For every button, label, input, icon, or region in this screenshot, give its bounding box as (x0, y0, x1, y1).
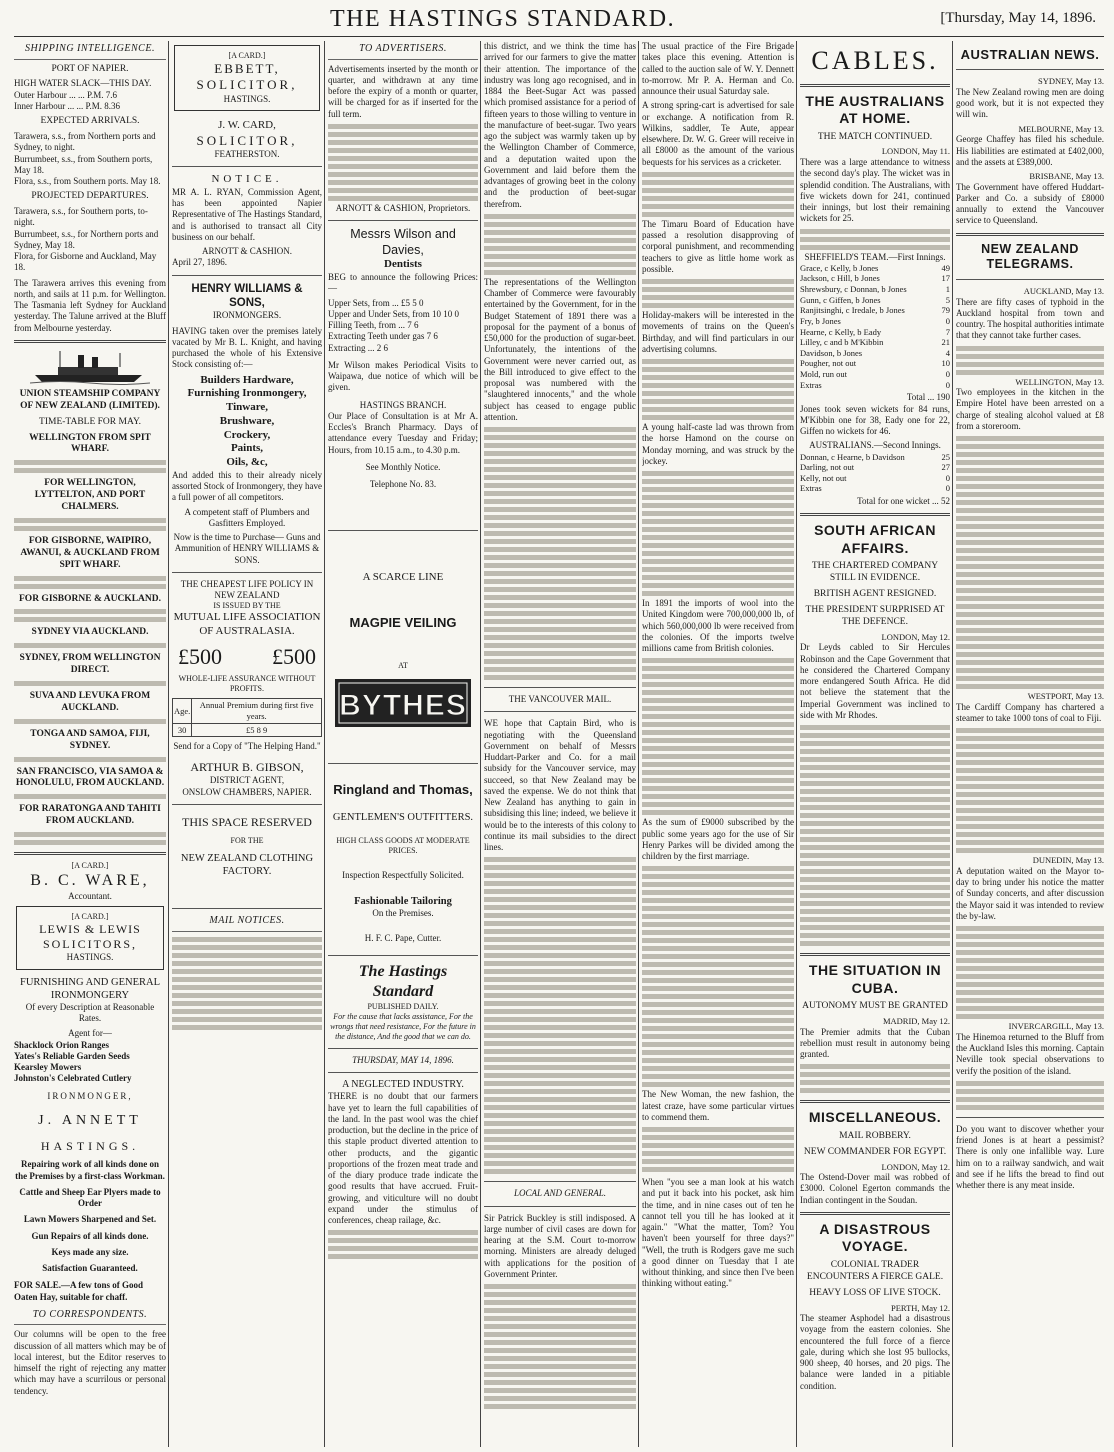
column-6 (800, 41, 950, 1447)
batsman-runs: 17 (941, 273, 950, 284)
local-body: Sir Patrick Buckley is still indisposed. A large number of civil cases are down for hearing at the S.M. Court to-morrow morning. Ministers are already deluged with applications for the position of Government Printer. (484, 1212, 636, 1279)
local-item: A strong spring-cart is advertised for sale or exchange. A notification from R. Wilkins, saddler, Te Aute, appear elsewhere. Dr. W. G. Greer will receive in all £8000 as the amount of the various bequests for his services as a cricketer. (642, 100, 794, 167)
batsman-runs: 49 (941, 262, 950, 273)
outer-harbour: Outer Harbour ... ... P.M. 7.6 (14, 89, 117, 100)
dateline: WELLINGTON, May 13. (1015, 376, 1104, 387)
mla-premium-label: Annual Premium during first five years. (192, 699, 322, 723)
batsman-name: Grace, c Kelly, b Jones (800, 262, 879, 273)
column-4 (484, 41, 636, 1447)
score-row (800, 263, 950, 274)
annett-town: HASTINGS. (40, 1139, 140, 1154)
route-heading: TONGA AND SAMOA, FIJI, SYDNEY. (30, 728, 150, 751)
aus-dateline: LONDON, May 11. (881, 146, 950, 157)
score-row (800, 295, 950, 306)
mla-heading: THE CHEAPEST LIFE POLICY IN NEW ZEALAND (180, 578, 314, 600)
route-heading: SUVA AND LEVUKA FROM AUCKLAND. (29, 691, 151, 713)
score-list-second (800, 452, 950, 495)
route-heading: WELLINGTON FROM SPIT WHARF. (29, 432, 151, 455)
score-row (800, 327, 950, 338)
batsman-name: Shrewsbury, c Donnan, b Jones (800, 284, 907, 294)
agent-item: Johnston's Celebrated Cutlery (14, 1073, 132, 1084)
news-body: The Hinemoa returned to the Bluff from the Auckland Isles this morning. Captain Neville took special observations to verify the position of the island. (956, 1031, 1104, 1076)
voyage-body: The steamer Asphodel had a disastrous voyage from the eastern colonies. She encountered the full force of a fierce gale, during which she lost 95 bullocks, 900 sheep, 40 horses, and 20 pigs. The balance were landed in a pitiable condition. (800, 1313, 950, 1391)
mla-table (172, 698, 322, 737)
mla-send: Send for a Copy of "The Helping Hand." (173, 741, 321, 752)
card-label: [A CARD.] (71, 912, 109, 922)
score-row (800, 483, 950, 494)
column-1 (14, 41, 166, 1447)
score-row (800, 358, 950, 369)
columns (14, 36, 1104, 1447)
batsman-runs: 7 (945, 326, 950, 337)
dateline: DUNEDIN, May 13. (1032, 855, 1104, 866)
correspondents-heading: TO CORRESPONDENTS. (14, 1309, 166, 1326)
wd-wilson: Mr Wilson makes Periodical Visits to Waipawa, due notice of which will be given. (328, 359, 478, 393)
score-row (800, 369, 950, 380)
agent-item: Kearsley Mowers (14, 1062, 82, 1072)
dateline: SYDNEY, May 13. (1038, 76, 1104, 87)
news-body: Two employees in the kitchen in the Empire Hotel have been arrested on a charge of stealing alcohol valued at £8 from a storeroom. (956, 387, 1104, 431)
wd-body: BEG to announce the following Prices:— (328, 272, 478, 294)
aus-heading: THE AUSTRALIANS AT HOME. (805, 92, 945, 126)
batsman-name: Mold, run out (800, 369, 847, 379)
notice-body: MR A. L. RYAN, Commission Agent, has been appointed Napier Representative of The Hastings Standard, and is authorised to transact all City business on our behalf. (172, 186, 322, 242)
score-row (800, 452, 950, 463)
hw-name: HENRY WILLIAMS & SONS, (191, 282, 303, 309)
batsman-name: Extras (800, 379, 822, 390)
service-item: Gun Repairs of all kinds done. (31, 1230, 149, 1241)
advertisers-signature: ARNOTT & CASHION, Proprietors. (335, 202, 471, 213)
news-body: The Government have offered Huddart-Parker and Co. a subsidy of £8000 annually to extend the Vancouver service to Queensland. (956, 181, 1104, 226)
magpie-veiling: MAGPIE VEILING (349, 615, 457, 630)
score-row (800, 462, 950, 473)
route-heading: FOR RARATONGA AND TAHITI FROM AUCKLAND. (19, 804, 161, 827)
batsman-runs: 10 (941, 358, 950, 369)
local-heading: LOCAL AND GENERAL. (514, 1188, 606, 1199)
at-label: AT (398, 661, 408, 671)
aus-second-total: Total for one wicket ... 52 (857, 496, 950, 506)
column-3 (328, 41, 478, 1447)
service-item: Repairing work of all kinds done on the Premises by a first-class Workman. (15, 1159, 165, 1181)
agent-label: Agent for— (68, 1028, 112, 1039)
card-name: J. W. CARD, (218, 118, 276, 131)
misc-dateline: LONDON, May 12. (881, 1161, 950, 1172)
service-item: Lawn Mowers Sharpened and Set. (23, 1214, 157, 1225)
usc-name: UNION STEAMSHIP COMPANY OF NEW ZEALAND (LIMITED). (19, 388, 161, 411)
aus-team: SHEFFIELD'S TEAM.—First Innings. (804, 251, 946, 262)
column-5 (642, 41, 794, 1447)
notice-date: April 27, 1896. (172, 257, 227, 268)
score-row (800, 273, 950, 284)
ebbett-card (174, 45, 320, 111)
rt-sub: GENTLEMEN'S OUTFITTERS. (332, 811, 474, 823)
score-row (800, 348, 950, 359)
sa-body: Dr Leyds cabled to Sir Hercules Robinson and the Cape Government that he considered the Chartered Company more endangered South Africa. He did not believe the statement that the Imperial Government was inclined to side with Mr Rhodes. (800, 642, 950, 720)
newspaper-title: THE HASTINGS STANDARD. (330, 6, 676, 32)
batsman-name: Kelly, not out (800, 472, 847, 483)
mla-issued: IS ISSUED BY THE (213, 601, 281, 611)
local-item: In 1891 the imports of wool into the United Kingdom were 700,000,000 lb, of which 560,000,000 lb were received from the colonies. Of the imports twelve millions came from British colonies. (642, 598, 794, 653)
batsman-name: Hearne, c Kelly, b Eady (800, 326, 882, 337)
hw-body: HAVING taken over the premises lately vacated by Mr B. L. Knight, and having purchased the whole of his Extensive Stock consisting of:— (172, 325, 322, 370)
gibson-address: ONSLOW CHAMBERS, NAPIER. (182, 786, 312, 797)
issue-date: [Thursday, May 14, 1896. (940, 10, 1096, 26)
local-item: A young half-caste lad was thrown from the horse Hamond on the course on Monday morning, and was struck by the jockey. (642, 422, 794, 466)
dateline: MELBOURNE, May 13. (1018, 123, 1104, 134)
aus-sub: THE MATCH CONTINUED. (817, 131, 933, 142)
cuba-sub: AUTONOMY MUST BE GRANTED (802, 1001, 948, 1011)
news-body: There are fifty cases of typhoid in the Auckland hospital from town and country. The hospital authorities intimate that they cannot take further cases. (956, 296, 1104, 341)
high-water: HIGH WATER SLACK—THIS DAY. (14, 78, 152, 89)
sa-sub: THE CHARTERED COMPANY STILL IN EVIDENCE. (811, 561, 939, 584)
aus-body: There was a large attendance to witness the second day's play. The wicket was in splendid condition. The Australians, with five wickets down for 241, continued their innings, but lost their remaining wickets for 25. (800, 157, 950, 224)
batsman-name: Lilley, c and b M'Kibbin (800, 337, 884, 348)
branch-telephone: Telephone No. 83. (369, 479, 437, 489)
paper-daily: PUBLISHED DAILY. (367, 1001, 439, 1011)
voyage-sub: COLONIAL TRADER ENCOUNTERS A FIERCE GALE. (806, 1259, 944, 1282)
batsman-runs: 0 (945, 369, 950, 379)
port-heading: PORT OF NAPIER. (51, 63, 129, 74)
batsman-name: Fry, b Jones (800, 315, 841, 326)
aus-second-heading: AUSTRALIANS.—Second Innings. (809, 440, 941, 451)
agent-item: Yates's Reliable Garden Seeds (14, 1050, 130, 1061)
news-body: George Chaffey has filed his schedule. His liabilities are estimated at £402,000, and the assets at £389,000. (956, 134, 1104, 167)
shipping-heading: SHIPPING INTELLIGENCE. (14, 43, 166, 60)
scarce-line: A SCARCE LINE (362, 571, 444, 584)
batsman-name: Donnan, c Hearne, b Davidson (800, 451, 905, 462)
wd-sub: Dentists (384, 258, 422, 271)
bythes-logo (333, 677, 473, 729)
misc-heading: MISCELLANEOUS. (808, 1109, 942, 1126)
batsman-runs: 0 (945, 315, 950, 326)
batsman-name: Ranjitsinghi, c Iredale, b Jones (800, 305, 905, 316)
expected-item: Tarawera, s.s., from Northern ports and Sydney, to night. (14, 131, 156, 153)
ironmonger-label: IRONMONGER, (47, 1090, 133, 1101)
expected-item: Flora, s.s., from Southern ports. May 18. (14, 176, 161, 186)
news-body: Do you want to discover whether your friend Jones is at heart a pessimist? There is only one infallible way. Lure him on to a railway sandwich, and wait and see if he lifts the bread to find out whether there is any meat inside. (956, 1123, 1104, 1190)
wd-price: Filling Teeth, from ... 7 6 (328, 320, 419, 330)
mla-amounts (178, 643, 316, 671)
route-heading: SAN FRANCISCO, VIA SAMOA & HONOLULU, FROM AUCKLAND. (15, 766, 165, 789)
departure-item: Tarawera, s.s., for Southern ports, to-night. (14, 206, 148, 228)
batsman-runs: 5 (945, 294, 950, 305)
column-2 (172, 41, 322, 1447)
mla-premium: £5 8 9 (192, 723, 322, 737)
batsman-name: Extras (800, 483, 822, 494)
mla-amount-right: £500 (272, 643, 316, 669)
lewis-title: SOLICITORS, (42, 937, 138, 952)
batsman-runs: 0 (945, 379, 950, 390)
score-list (800, 263, 950, 391)
mla-name: MUTUAL LIFE ASSOCIATION OF AUSTRALASIA. (173, 611, 321, 637)
batsman-name: Pougher, not out (800, 358, 857, 369)
wd-price: Extracting ... 2 6 (328, 342, 388, 353)
paper-name: The Hastings Standard (358, 962, 448, 1000)
sa-dateline: LONDON, May 12. (881, 631, 950, 642)
news-body: A deputation waited on the Mayor to-day to bring under his notice the matter of Sunday concerts, and after discussion the Mayor said it was intended to review the by-law. (956, 865, 1104, 921)
ebbett-name: EBBETT, (214, 61, 280, 76)
wd-name: Messrs Wilson and Davies, (350, 227, 456, 257)
hw-guns: Now is the time to Purchase— Guns and Ammunition of HENRY WILLIAMS & SONS. (173, 532, 321, 565)
advertisers-body: Advertisements inserted by the month or quarter, and withdrawn at any time before the expiry of a month or quarter, will be charged for as if inserted for the full term. (328, 63, 478, 119)
hw-item: Tinware, (225, 401, 269, 413)
ware-title: Accountant. (68, 891, 112, 901)
vancouver-heading: THE VANCOUVER MAIL. (508, 694, 612, 704)
local-item: As the sum of £9000 subscribed by the public some years ago for the use of Sir Henry Parkes will be divided among the children by the first marriage. (642, 817, 794, 861)
usc-timetable: TIME-TABLE FOR MAY. (39, 416, 141, 427)
local-item: The Timaru Board of Education have passed a resolution disapproving of corporal punishment, and recommending teachers to give as little home work as possible. (642, 218, 794, 274)
dateline: INVERCARGILL, May 13. (1008, 1021, 1104, 1032)
route-heading: SYDNEY, FROM WELLINGTON DIRECT. (19, 653, 161, 676)
card-town: FEATHERSTON. (214, 148, 280, 159)
gibson-title: DISTRICT AGENT, (209, 775, 285, 786)
route-heading: FOR GISBORNE & AUCKLAND. (19, 593, 161, 604)
batsman-runs: 0 (945, 483, 950, 494)
neglected-heading: A NEGLECTED INDUSTRY. (342, 1078, 464, 1090)
dateline: WESTPORT, May 13. (1027, 691, 1104, 702)
local-item: When "you see a man look at his watch and put it back into his pocket, ask him the time, and in nine cases out of ten he cannot tell you till he has looked at it again." "What the matter, Tom? You haven't been yourself for three days?" "Well, the truth is Rodgers gave me such a good dinner on Tuesday that I ate without thinking, and since then I've been thinking without eating." (642, 1177, 794, 1289)
bythes-logo-text: BYTHES (339, 689, 467, 723)
sa-sub: BRITISH AGENT RESIGNED. (813, 589, 937, 599)
rt-inspect: Inspection Respectfully Solicited. (342, 869, 464, 880)
service-item: Keys made any size. (51, 1246, 129, 1257)
batsman-runs: 79 (941, 305, 950, 316)
batsman-runs: 25 (941, 451, 950, 462)
score-row (800, 316, 950, 327)
card-title: SOLICITOR, (196, 132, 298, 148)
reserved-heading: THIS SPACE RESERVED (182, 814, 312, 829)
batsman-name: Davidson, b Jones (800, 347, 863, 358)
for-sale: FOR SALE.—A few tons of Good Oaten Hay, suitable for chaff. (14, 1280, 144, 1302)
batsman-runs: 21 (941, 337, 950, 348)
local-item: Holiday-makers will be interested in the movements of trains on the Queen's Birthday, and will find particulars in our advertising columns. (642, 310, 794, 354)
annett-name: J. ANNETT (38, 1112, 142, 1128)
batsman-runs: 1 (945, 284, 950, 294)
mla-age-label: Age. (173, 699, 192, 723)
batsman-runs: 4 (945, 347, 950, 358)
reserved-name: NEW ZEALAND CLOTHING FACTORY. (180, 852, 314, 877)
departure-item: Flora, for Gisborne and Auckland, May 18. (14, 251, 157, 273)
wd-price: Upper Sets, from ... £5 5 0 (328, 297, 424, 308)
hw-item: Oils, &c, (226, 456, 268, 468)
hw-plumbers: A competent staff of Plumbers and Gasfitters Employed. (184, 506, 310, 528)
batsman-name: Darling, not out (800, 462, 855, 473)
rt-premises: On the Premises. (372, 908, 434, 918)
misc-sub: NEW COMMANDER FOR EGYPT. (803, 1146, 947, 1157)
batsman-runs: 0 (945, 472, 950, 483)
ware-name: B. C. WARE, (30, 872, 150, 889)
mla-sub: WHOLE-LIFE ASSURANCE WITHOUT PROFITS. (178, 674, 316, 694)
branch-notice: See Monthly Notice. (365, 461, 441, 472)
batsman-runs: 27 (941, 462, 950, 473)
news-body: The New Zealand rowing men are doing good work, but it is not expected they will win. (956, 86, 1104, 120)
cuba-dateline: MADRID, May 12. (882, 1015, 950, 1026)
reserved-for: FOR THE (230, 835, 264, 845)
local-item: The usual practice of the Fire Brigade takes place this evening. Attention is called to the auction sale of W. Y. Dennett to-morrow. Mr P. A. Herman and Co. announce their usual Saturday sale. (642, 41, 794, 96)
branch-heading: HASTINGS BRANCH. (359, 399, 447, 410)
hw-item: Paints, (230, 442, 264, 455)
score-row (800, 337, 950, 348)
aus-tail: Jones took seven wickets for 84 runs, M'Kibbin one for 38, Eady one for 22, Giffen no wickets for 46. (800, 403, 950, 436)
dateline: AUCKLAND, May 13. (1023, 285, 1104, 296)
mla-age: 30 (173, 723, 192, 737)
lewis-card (16, 906, 164, 969)
score-row (800, 473, 950, 484)
neglected-body: THERE is no doubt that our farmers have yet to learn the full capabilities of the land. In the past wool was the chief production, but the decline in the price of this staple product diverted attention to other products, and the gigantic proportions of the frozen meat trade and of the diary produce trade indicate the good results that have accrued. Fruit-growing, and viticulture will no doubt expand under the stimulus of conferences, cheap railage, &c. (328, 1091, 478, 1225)
misc-sub: MAIL ROBBERY. (839, 1130, 911, 1141)
expected-arrivals-heading: EXPECTED ARRIVALS. (40, 116, 140, 127)
mail-heading: MAIL NOTICES. (172, 915, 322, 932)
score-row (800, 305, 950, 316)
hw-item: Crockery, (223, 428, 271, 441)
rt-goods: HIGH CLASS GOODS AT MODERATE PRICES. (336, 835, 470, 855)
batsman-name: Gunn, c Giffen, b Jones (800, 294, 881, 305)
aus-total: Total ... 190 (906, 392, 950, 403)
agent-item: Shacklock Orion Ranges (14, 1039, 110, 1050)
article-body: this district, and we think the time has arrived for our farmers to give the matter their attention. The importance of the industry was long ago recognised, and in 1884 the Beet-Sugar Act was passed which promised assistance for a period of fifteen years to those willing to venture in the manufacture of beet-sugar. Two years ago the subject was warmly taken up by the Wellington Chamber of Commerce, and a deputation waited upon the Government and laid before them the advantages of growing beet in the colony and the production of beet-sugar therefrom. (484, 41, 636, 209)
paper-motto: For the cause that lacks assistance, For the wrongs that need resistance, For the future in the distance, And the good that we can do. (330, 1011, 476, 1041)
masthead (0, 0, 1114, 34)
hw-item: Furnishing Ironmongery, (187, 387, 307, 400)
dateline: BRISBANE, May 13. (1029, 171, 1104, 181)
service-item: Cattle and Sheep Ear Plyers made to Order (19, 1186, 161, 1208)
correspondents-body: Our columns will be open to the free discussion of all matters which may be of local interest, but the Editor reserves to himself the right of rejecting any matter which may have a scurrilous or personal tendency. (14, 1329, 166, 1396)
cables-heading: CABLES. (811, 46, 939, 75)
article-body: The representations of the Wellington Chamber of Commerce were favourably entertained by the Government, for in the Budget Statement of 1891 there was a proposal for the payment of a bonus of £50,000 for the production of sugar-beet. Unfortunately, the intentions of the Government were never carried out, as the Bill introduced to give effect to the proposal was numbered with the "slaughtered innocents," and the whole subject has ceased to engage public attention. (484, 276, 636, 422)
ebbett-title: SOLICITOR, (196, 77, 298, 93)
voyage-dateline: PERTH, May 12. (891, 1302, 950, 1313)
card-label: [A CARD.] (228, 51, 266, 60)
shipping-note: The Tarawera arrives this evening from north, and sails at 11 p.m. for Wellington. The Tasmania left Sydney for Auckland yesterday. The Talune arrived at the Bluff from Melbourne yesterday. (14, 277, 166, 333)
column-7 (956, 41, 1104, 1447)
furnishing-heading: FURNISHING AND GENERAL IRONMONGERY (19, 976, 160, 1001)
score-row (800, 380, 950, 391)
cuba-heading: THE SITUATION IN CUBA. (808, 962, 942, 996)
lewis-name: LEWIS & LEWIS (39, 922, 141, 937)
route-heading: FOR GISBORNE, WAIPIRO, AWANUI, & AUCKLAND FROM SPIT WHARF. (20, 535, 160, 570)
voyage-sub: HEAVY LOSS OF LIVE STOCK. (809, 1287, 941, 1298)
sa-sub: THE PRESIDENT SURPRISED AT THE DEFENCE. (805, 604, 945, 627)
paper-date: THURSDAY, MAY 14, 1896. (352, 1054, 454, 1065)
hw-item: Builders Hardware, (200, 373, 294, 386)
mla-amount-left: £500 (178, 643, 222, 669)
rt-tailor: Fashionable Tailoring (354, 895, 452, 907)
score-row (800, 284, 950, 295)
lewis-town: HASTINGS. (66, 952, 114, 963)
cuba-body: The Premier admits that the Cuban rebellion must result in autonomy being granted. (800, 1026, 950, 1059)
local-item: The New Woman, the new fashion, the latest craze, have some particular virtues to commend them. (642, 1089, 794, 1122)
rt-name: Ringland and Thomas, (333, 782, 473, 798)
route-heading: FOR WELLINGTON, LYTTELTON, AND PORT CHALMERS. (34, 478, 146, 512)
notice-heading: NOTICE. (211, 173, 283, 185)
notice-signature: ARNOTT & CASHION. (201, 246, 293, 256)
ebbett-town: HASTINGS. (223, 93, 271, 104)
card-label: [A CARD.] (71, 861, 109, 870)
news-body: The Cardiff Company has chartered a steamer to take 1000 tons of coal to Fiji. (956, 701, 1104, 723)
advertisers-heading: TO ADVERTISERS. (328, 43, 478, 60)
batsman-name: Jackson, c Hill, b Jones (800, 273, 880, 284)
rt-cutter: H. F. C. Pape, Cutter. (364, 933, 442, 944)
furnishing-sub: Of every Description at Reasonable Rates. (25, 1001, 155, 1023)
wd-price: Extracting Teeth under gas 7 6 (328, 331, 438, 342)
service-item: Satisfaction Guaranteed. (42, 1263, 138, 1273)
hw-item: Brushware, (219, 414, 275, 427)
misc-body: The Ostend-Dover mail was robbed of £3000. Colonel Egerton commands the Indian contingent in the Soudan. (800, 1172, 950, 1205)
route-heading: SYDNEY VIA AUCKLAND. (31, 627, 149, 638)
departure-item: Burrumbeet, s.s., for Northern ports and Sydney, May 18. (14, 228, 159, 250)
aus-news-heading: AUSTRALIAN NEWS. (960, 47, 1100, 62)
steamship-illustration (30, 349, 150, 385)
sa-heading: SOUTH AFRICAN AFFAIRS. (814, 522, 936, 556)
wd-price: Upper and Under Sets, from 10 10 0 (328, 308, 459, 319)
departures-heading: PROJECTED DEPARTURES. (31, 191, 149, 202)
hw-sub: IRONMONGERS. (212, 310, 282, 321)
hw-tail: And added this to their already nicely assorted Stock of Ironmongery, they have a full power of all competitors. (172, 469, 322, 503)
gibson-name: ARTHUR B. GIBSON, (190, 760, 304, 775)
branch-body: Our Place of Consultation is at Mr A. Eccles's Branch Pharmacy. Days of attendance every Tuesday and Friday; Hours, from 10.15 a.m., to 4.30 p.m. (328, 410, 478, 455)
inner-harbour: Inner Harbour ... ... P.M. 8.36 (14, 100, 120, 111)
expected-item: Burrumbeet, s.s., from Southern ports, May 18. (14, 153, 153, 175)
nz-heading: NEW ZEALAND TELEGRAMS. (981, 241, 1079, 272)
voyage-heading: A DISASTROUS VOYAGE. (819, 1220, 931, 1255)
vancouver-body: WE hope that Captain Bird, who is negotiating with the Queensland Government on behalf of Messrs Huddart-Parker and Co. for a mail subsidy for the Vancouver service, may succeed, so that New Zealand may be saved the expense. We do not think that New Zealand has anything to gain in subsidising this line; indeed, we believe it would be to the interests of this colony to continue its mail subsidies to the direct lines. (484, 718, 636, 852)
